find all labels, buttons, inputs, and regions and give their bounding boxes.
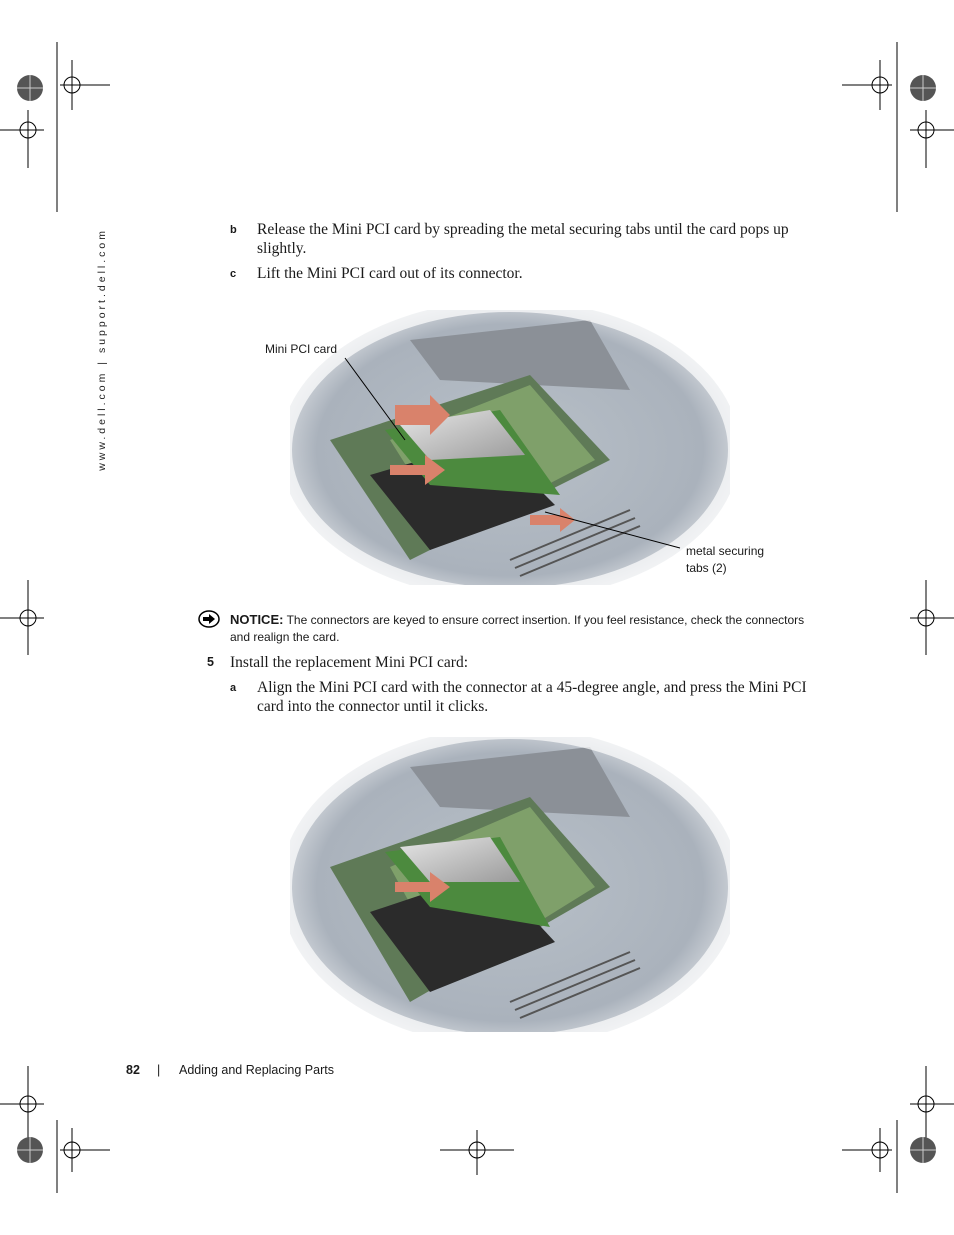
callout-metal-tabs-line1: metal securing bbox=[686, 544, 765, 558]
step-c-letter: c bbox=[230, 268, 237, 280]
notice-text: The connectors are keyed to ensure correct insertion. If you feel resistance, check the connectors and realign the card. bbox=[230, 613, 805, 644]
step-a-letter: a bbox=[230, 682, 237, 694]
notice-block bbox=[230, 611, 810, 646]
mini-pci-install-photo bbox=[290, 737, 730, 1032]
mini-pci-removal-photo bbox=[290, 310, 730, 585]
page-number: 82 bbox=[126, 1063, 140, 1077]
step-5-number: 5 bbox=[207, 655, 214, 669]
notice-label: NOTICE: bbox=[230, 612, 284, 627]
notice-icon bbox=[198, 610, 220, 628]
footer-separator: | bbox=[157, 1063, 161, 1077]
step-b-letter: b bbox=[230, 224, 237, 236]
callout-mini-pci-card: Mini PCI card bbox=[265, 342, 338, 356]
step-c-text: Lift the Mini PCI card out of its connector. bbox=[257, 265, 523, 282]
footer-section-title: Adding and Replacing Parts bbox=[179, 1063, 334, 1077]
callout-metal-tabs-line2: tabs (2) bbox=[686, 561, 727, 575]
step-a-text: Align the Mini PCI card with the connector at a 45-degree angle, and press the Mini PCI card into the connector until it clicks. bbox=[257, 679, 807, 715]
side-url: www.dell.com | support.dell.com bbox=[96, 228, 108, 471]
step-5-text: Install the replacement Mini PCI card: bbox=[230, 654, 469, 671]
step-b-text: Release the Mini PCI card by spreading the metal securing tabs until the card pops up slightly. bbox=[257, 221, 789, 257]
